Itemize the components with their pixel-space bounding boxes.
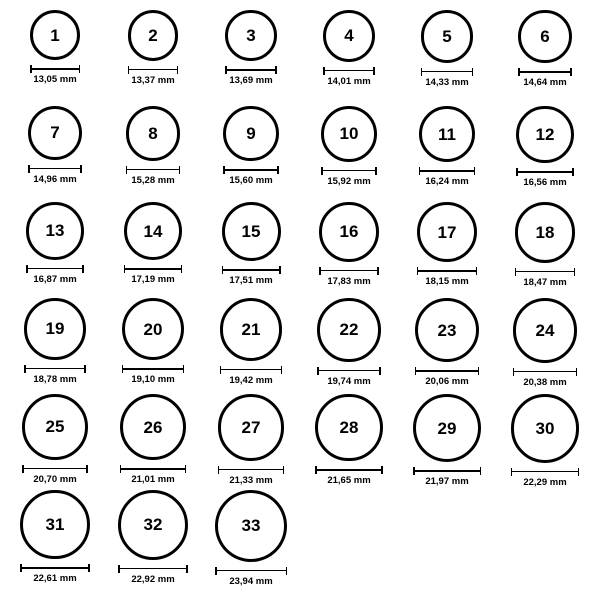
ruler-tick-left — [225, 66, 227, 74]
ring-size-cell — [202, 490, 300, 586]
diameter-ruler — [516, 168, 573, 175]
diameter-label: 20,70 mm — [33, 473, 77, 485]
ruler-tick-left — [222, 266, 224, 274]
ruler-tick-right — [279, 266, 281, 274]
diameter-ruler — [122, 365, 184, 372]
ring-size-cell — [398, 298, 496, 394]
ruler-tick-left — [315, 466, 317, 474]
ruler-tick-left — [413, 467, 415, 475]
ring-circle — [215, 490, 287, 562]
diameter-label: 20,06 mm — [425, 376, 469, 388]
ring-size-number: 30 — [535, 418, 555, 438]
ruler-tick-right — [79, 65, 81, 73]
ruler-tick-right — [185, 465, 187, 473]
diameter-label: 22,61 mm — [33, 573, 77, 585]
ruler-line — [225, 69, 276, 71]
ruler-tick-right — [570, 68, 572, 76]
ring-size-cell — [6, 490, 104, 586]
ruler-tick-right — [80, 165, 82, 173]
ruler-tick-left — [421, 68, 423, 76]
ring-size-number: 27 — [241, 417, 261, 437]
ruler-tick-left — [417, 267, 419, 275]
diameter-ruler — [513, 368, 578, 375]
ruler-tick-right — [373, 67, 375, 75]
ruler-line — [124, 268, 182, 270]
ring-size-cell — [300, 10, 398, 106]
diameter-label: 16,87 mm — [33, 273, 77, 285]
ruler-tick-right — [572, 168, 574, 176]
diameter-ruler — [321, 167, 377, 174]
ruler-tick-left — [511, 468, 513, 476]
ring-size-cell — [104, 490, 202, 586]
diameter-label: 14,64 mm — [523, 77, 567, 89]
ring-size-number: 14 — [143, 221, 163, 241]
ring-size-cell — [300, 298, 398, 394]
ring-size-number: 31 — [45, 515, 65, 535]
diameter-label: 17,19 mm — [131, 274, 175, 286]
ring-circle — [128, 10, 179, 61]
ruler-tick-left — [30, 65, 32, 73]
ring-circle — [26, 202, 84, 260]
ruler-line — [26, 268, 84, 270]
ring-circle — [317, 298, 381, 362]
ruler-line — [218, 469, 285, 471]
ring-size-number: 20 — [143, 319, 163, 339]
ruler-tick-right — [281, 366, 283, 374]
ring-size-number: 11 — [438, 124, 456, 144]
diameter-ruler — [222, 266, 281, 273]
ruler-line — [417, 270, 477, 272]
ruler-tick-left — [20, 564, 22, 572]
ring-size-number: 2 — [148, 25, 158, 45]
ruler-line — [413, 470, 481, 472]
ruler-line — [24, 368, 86, 370]
ruler-tick-right — [574, 268, 576, 276]
ruler-line — [215, 570, 287, 572]
ring-circle — [421, 10, 474, 63]
ring-circle — [126, 106, 181, 161]
ruler-tick-left — [118, 565, 120, 573]
ring-size-number: 3 — [246, 26, 256, 46]
ring-circle — [419, 106, 475, 162]
ruler-tick-right — [480, 467, 482, 475]
ruler-tick-left — [323, 67, 325, 75]
ruler-tick-left — [126, 166, 128, 174]
diameter-ruler — [421, 68, 474, 75]
ruler-line — [22, 468, 88, 470]
diameter-ruler — [315, 466, 382, 473]
ring-size-number: 23 — [437, 320, 457, 340]
ring-size-cell — [496, 298, 594, 394]
diameter-label: 18,78 mm — [33, 373, 77, 385]
ruler-tick-left — [415, 367, 417, 375]
ruler-tick-right — [576, 368, 578, 376]
ruler-line — [223, 169, 278, 171]
ring-circle — [120, 394, 186, 460]
ring-size-cell — [300, 106, 398, 202]
ring-circle — [518, 10, 571, 63]
ring-size-cell — [104, 394, 202, 490]
ring-size-number: 13 — [45, 221, 65, 241]
ruler-tick-right — [476, 267, 478, 275]
diameter-label: 21,01 mm — [131, 474, 175, 486]
ring-size-cell — [104, 106, 202, 202]
diameter-ruler — [124, 265, 182, 272]
ring-circle — [24, 298, 86, 360]
diameter-ruler — [20, 564, 89, 571]
ring-size-cell — [202, 106, 300, 202]
ruler-tick-right — [377, 267, 379, 275]
ruler-tick-right — [82, 265, 84, 273]
diameter-ruler — [220, 366, 283, 373]
diameter-label: 19,42 mm — [229, 374, 273, 386]
diameter-label: 15,92 mm — [327, 175, 371, 187]
ring-size-number: 19 — [45, 319, 65, 339]
diameter-label: 19,10 mm — [131, 374, 175, 386]
ruler-line — [28, 168, 82, 170]
ruler-tick-left — [124, 265, 126, 273]
ruler-tick-left — [215, 567, 217, 575]
diameter-label: 13,69 mm — [229, 75, 273, 87]
ring-size-cell — [300, 202, 398, 298]
ring-size-number: 6 — [540, 27, 550, 47]
diameter-ruler — [120, 465, 186, 472]
ring-circle — [515, 202, 576, 263]
ring-circle — [122, 298, 184, 360]
ring-size-number: 18 — [535, 222, 555, 242]
ruler-tick-left — [513, 368, 515, 376]
diameter-label: 16,56 mm — [523, 177, 567, 189]
ring-size-grid — [6, 10, 594, 586]
ruler-tick-right — [86, 465, 88, 473]
ring-size-cell — [398, 10, 496, 106]
diameter-label: 23,94 mm — [229, 575, 273, 587]
ruler-tick-right — [186, 565, 188, 573]
ruler-line — [518, 71, 571, 73]
ring-size-number: 7 — [50, 123, 60, 143]
ruler-tick-right — [379, 367, 381, 375]
ring-circle — [319, 202, 379, 262]
diameter-ruler — [413, 467, 481, 474]
diameter-ruler — [126, 166, 181, 173]
diameter-ruler — [415, 367, 479, 374]
ruler-line — [30, 68, 80, 70]
ring-size-number: 15 — [241, 222, 261, 241]
ring-size-cell — [6, 106, 104, 202]
diameter-label: 18,15 mm — [425, 276, 469, 288]
ring-circle — [220, 298, 283, 361]
diameter-ruler — [225, 66, 276, 73]
ruler-line — [421, 71, 474, 73]
ruler-line — [20, 567, 89, 569]
ruler-line — [126, 169, 181, 171]
ring-size-cell — [398, 106, 496, 202]
ring-circle — [225, 10, 276, 61]
ruler-line — [128, 69, 179, 71]
ruler-tick-right — [183, 365, 185, 373]
ring-size-cell — [202, 10, 300, 106]
ruler-tick-left — [128, 66, 130, 74]
ring-size-cell — [104, 298, 202, 394]
ruler-line — [319, 270, 379, 272]
ring-size-number: 26 — [143, 417, 163, 437]
ring-size-number: 12 — [535, 125, 555, 145]
diameter-label: 19,74 mm — [327, 375, 371, 387]
ring-circle — [22, 394, 88, 460]
diameter-label: 13,05 mm — [33, 74, 77, 85]
ruler-tick-left — [321, 167, 323, 175]
ring-circle — [417, 202, 477, 262]
ruler-line — [419, 170, 475, 172]
ring-circle — [124, 202, 182, 260]
ring-size-number: 8 — [148, 123, 158, 143]
ring-circle — [415, 298, 479, 362]
diameter-label: 14,01 mm — [327, 75, 371, 87]
ruler-tick-left — [518, 68, 520, 76]
diameter-ruler — [28, 165, 82, 172]
diameter-ruler — [317, 367, 381, 374]
ruler-tick-right — [181, 265, 183, 273]
diameter-label: 13,37 mm — [131, 74, 175, 86]
diameter-ruler — [223, 166, 278, 173]
diameter-label: 20,38 mm — [523, 376, 567, 388]
diameter-label: 22,92 mm — [131, 573, 175, 585]
diameter-label: 17,83 mm — [327, 275, 371, 287]
ruler-tick-right — [381, 466, 383, 474]
ring-circle — [315, 394, 382, 461]
ruler-line — [513, 371, 578, 373]
ring-circle — [321, 106, 377, 162]
diameter-label: 14,33 mm — [425, 76, 469, 88]
ruler-tick-right — [277, 166, 279, 174]
ruler-tick-left — [28, 165, 30, 173]
ring-size-cell — [300, 394, 398, 490]
ring-size-cell — [6, 202, 104, 298]
ruler-tick-left — [218, 466, 220, 474]
ruler-tick-left — [317, 367, 319, 375]
ruler-tick-left — [22, 465, 24, 473]
ruler-line — [516, 171, 573, 173]
ruler-tick-left — [220, 366, 222, 374]
ring-size-number: 5 — [442, 26, 452, 46]
ruler-tick-right — [478, 367, 480, 375]
ring-size-cell — [202, 394, 300, 490]
ring-size-number: 24 — [535, 320, 555, 340]
ring-size-number: 22 — [339, 320, 359, 340]
diameter-ruler — [515, 268, 576, 275]
diameter-label: 14,96 mm — [33, 173, 77, 185]
ruler-line — [511, 471, 580, 473]
diameter-ruler — [319, 267, 379, 274]
ring-circle — [511, 394, 580, 463]
ring-size-number: 16 — [339, 222, 359, 242]
ruler-tick-right — [275, 66, 277, 74]
diameter-ruler — [24, 365, 86, 372]
ring-circle — [30, 10, 80, 60]
ring-circle — [218, 394, 285, 461]
ring-circle — [323, 10, 375, 62]
ruler-tick-left — [24, 365, 26, 373]
ruler-tick-left — [122, 365, 124, 373]
diameter-ruler — [215, 567, 287, 574]
ruler-tick-right — [84, 365, 86, 373]
diameter-label: 15,60 mm — [229, 175, 273, 187]
ring-size-number: 33 — [241, 516, 261, 536]
ring-size-cell — [104, 10, 202, 106]
ring-size-number: 28 — [339, 418, 359, 438]
ring-size-number: 17 — [437, 222, 457, 242]
diameter-label: 17,51 mm — [229, 275, 273, 286]
ring-circle — [118, 490, 188, 560]
ring-size-cell — [6, 10, 104, 106]
ruler-tick-right — [474, 167, 476, 175]
ring-circle — [513, 298, 578, 363]
ruler-line — [317, 370, 381, 372]
diameter-ruler — [128, 66, 179, 73]
ruler-line — [415, 370, 479, 372]
ring-size-number: 21 — [241, 319, 261, 339]
diameter-ruler — [417, 267, 477, 274]
ring-size-cell — [104, 202, 202, 298]
ruler-tick-right — [88, 564, 90, 572]
ruler-tick-left — [120, 465, 122, 473]
ruler-line — [323, 70, 375, 72]
ruler-line — [515, 271, 576, 273]
ruler-tick-right — [177, 66, 179, 74]
ring-size-cell — [398, 202, 496, 298]
diameter-label: 18,47 mm — [523, 276, 567, 288]
ring-circle — [222, 202, 281, 261]
ruler-tick-left — [223, 166, 225, 174]
diameter-ruler — [323, 67, 375, 74]
ruler-line — [120, 468, 186, 470]
diameter-ruler — [22, 465, 88, 472]
ruler-tick-right — [179, 166, 181, 174]
ruler-tick-left — [515, 268, 517, 276]
ring-size-cell — [202, 202, 300, 298]
ring-circle — [223, 106, 278, 161]
ring-size-cell — [496, 202, 594, 298]
diameter-label: 21,65 mm — [327, 475, 371, 487]
diameter-label: 21,97 mm — [425, 476, 469, 487]
diameter-ruler — [511, 468, 580, 475]
ruler-tick-left — [319, 267, 321, 275]
ring-size-cell — [6, 394, 104, 490]
ruler-tick-left — [419, 167, 421, 175]
ring-size-number: 29 — [437, 418, 457, 438]
ring-circle — [28, 106, 82, 160]
ring-circle — [20, 490, 89, 559]
diameter-ruler — [419, 167, 475, 174]
ring-size-number: 4 — [344, 26, 354, 46]
ring-size-number: 1 — [50, 25, 60, 45]
ruler-tick-right — [578, 468, 580, 476]
diameter-label: 15,28 mm — [131, 174, 175, 186]
ring-circle — [413, 394, 481, 462]
ring-size-cell — [496, 106, 594, 202]
diameter-ruler — [30, 65, 80, 72]
ruler-line — [118, 568, 188, 570]
ruler-tick-right — [286, 567, 288, 575]
ring-size-cell — [202, 298, 300, 394]
ruler-line — [122, 368, 184, 370]
diameter-ruler — [118, 565, 188, 572]
ruler-line — [321, 170, 377, 172]
diameter-label: 21,33 mm — [229, 474, 273, 486]
ruler-line — [222, 269, 281, 271]
ring-size-cell — [398, 394, 496, 490]
ring-size-number: 25 — [45, 417, 65, 437]
ruler-tick-left — [516, 168, 518, 176]
diameter-ruler — [518, 68, 571, 75]
ruler-line — [315, 469, 382, 471]
ruler-tick-right — [375, 167, 377, 175]
diameter-ruler — [26, 265, 84, 272]
ruler-tick-right — [472, 68, 474, 76]
ring-size-number: 10 — [339, 124, 359, 144]
ring-size-cell — [6, 298, 104, 394]
ruler-tick-right — [283, 466, 285, 474]
ring-size-cell — [496, 10, 594, 106]
ring-size-number: 32 — [143, 515, 163, 535]
diameter-ruler — [218, 466, 285, 473]
ring-size-cell — [496, 394, 594, 490]
diameter-label: 22,29 mm — [523, 476, 567, 488]
ring-circle — [516, 106, 573, 163]
ring-size-number: 9 — [246, 124, 256, 144]
diameter-label: 16,24 mm — [425, 176, 469, 188]
ruler-line — [220, 369, 283, 371]
ruler-tick-left — [26, 265, 28, 273]
